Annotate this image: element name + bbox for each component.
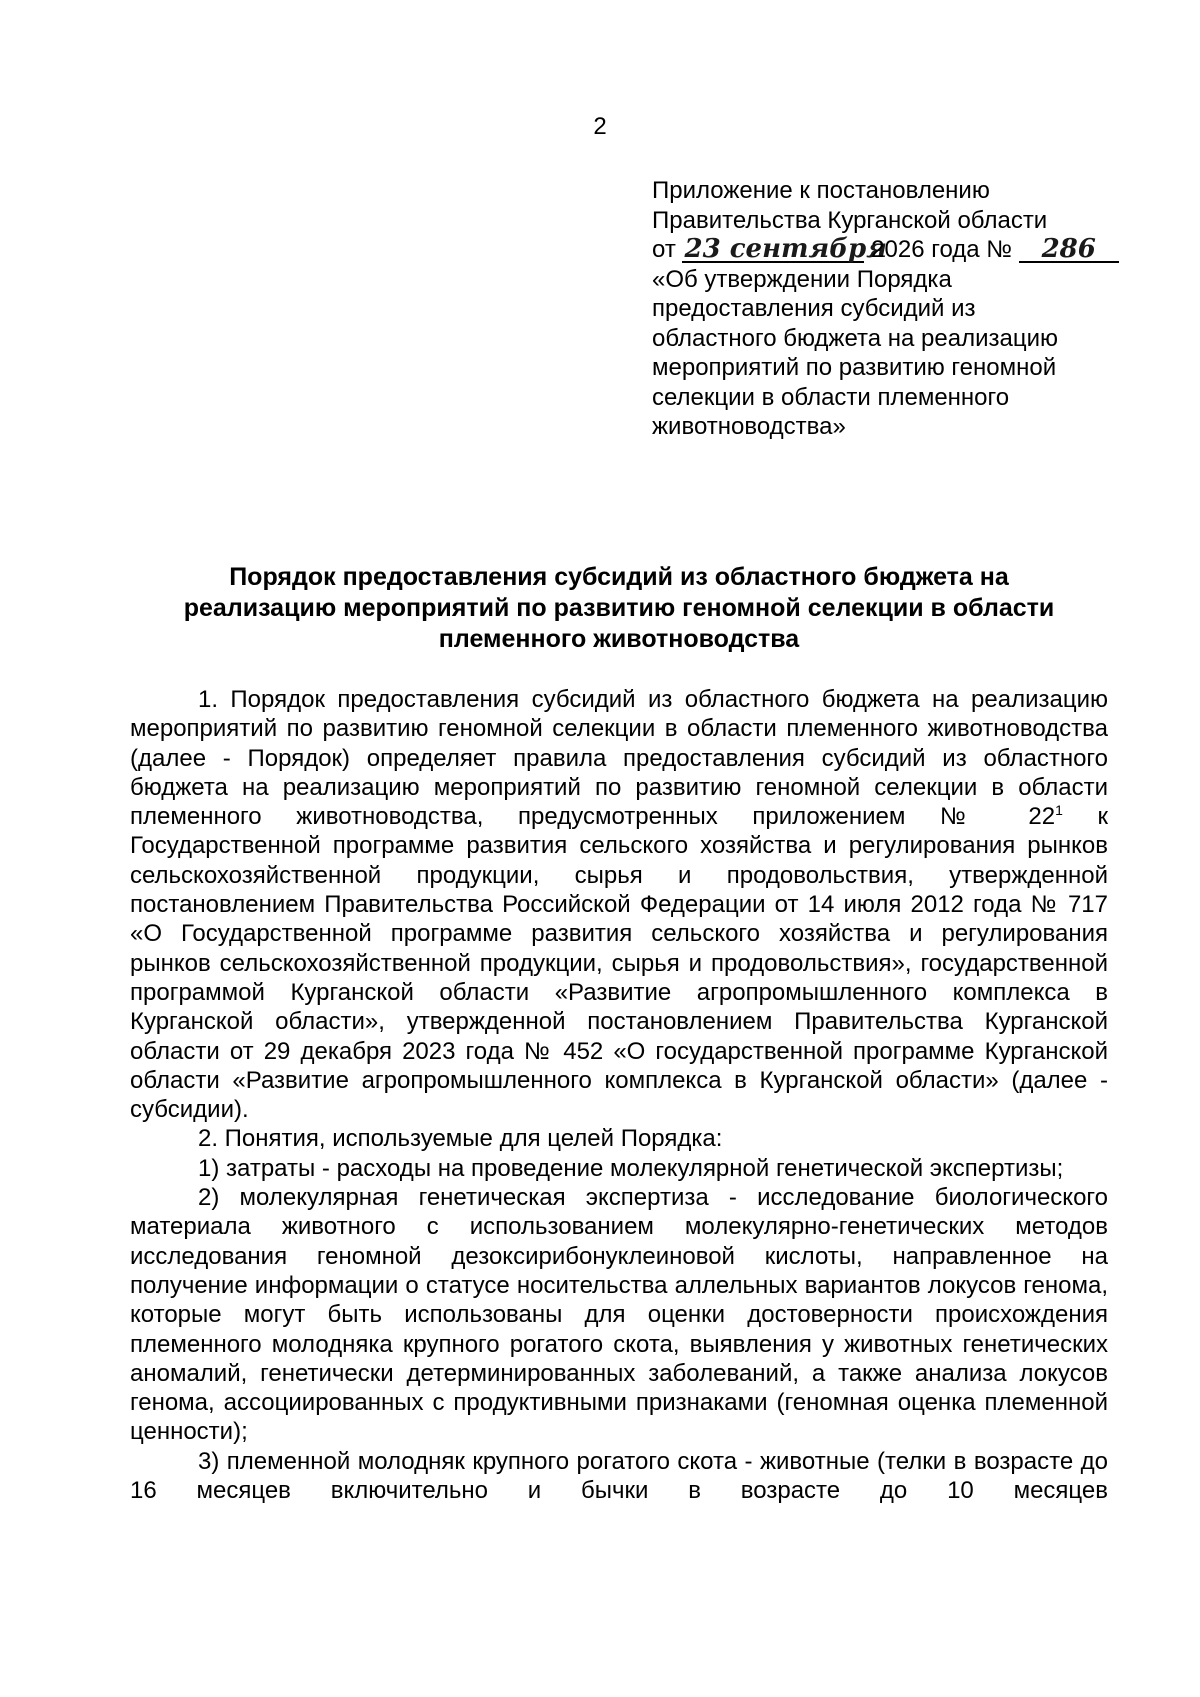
paragraph-1-superscript: 1 [1055,802,1063,819]
appendix-line-4: «Об утверждении Порядка [652,265,952,293]
document-body [130,685,1108,1505]
paragraph-5: 3) племенной молодняк крупного рогатого скота - животные (телки в возрасте до 16 месяцев включительно и бычки в возрасте до 10 месяцев [130,1447,1108,1505]
appendix-line-1: Приложение к постановлению [652,177,990,204]
paragraph-2: 2. Понятия, используемые для целей Порядка: [198,1125,723,1153]
document-title [130,562,1108,655]
title-line-3: племенного животноводства [438,625,800,653]
appendix-line-8: селекции в области племенного [652,383,1010,411]
appendix-line-2: Правительства Курганской области [652,206,1048,234]
appendix-line-7: мероприятий по развитию геномной [652,354,1057,381]
paragraph-4: 2) молекулярная генетическая экспертиза - исследование биологического материала животного с использованием молекулярно-генетических методов исследования геномной дезоксирибонуклеиновой кислоты, направленное на получение информации о статусе носительства аллельных вариантов локусов генома, которые могут быть использованы для оценки достоверности происхождения племенного молодняка крупного рогатого скота, выявления у животных генетических аномалий, генетически детерминированных заболеваний, а также анализа локусов генома, ассоциированных с продуктивными признаками (геномная оценка племенной ценности); [130,1184,1108,1446]
handwritten-date: 23 сентября [684,234,887,264]
title-line-2: реализацию мероприятий по развитию геномной селекции в области [183,594,1055,622]
appendix-line-6: областного бюджета на реализацию [652,324,1058,352]
title-line-1: Порядок предоставления субсидий из областного бюджета на [229,563,1009,591]
appendix-date-line [652,235,1122,265]
paragraph-1-text-a: 1. Порядок предоставления субсидий из областного бюджета на реализацию мероприятий по развитию геномной селекции в области племенного животноводства (далее - Порядок) определяет правила предоставления субсидий из областного бюджета на реализацию мероприятий по развитию геномной селекции в области племенного животноводства, предусмотренных приложением № 22 [130,686,1108,831]
paragraph-1 [130,685,1108,1124]
paragraph-3: 1) затраты - расходы на проведение молекулярной генетической экспертизы; [198,1154,1064,1182]
handwritten-number: 286 [1019,237,1119,263]
date-prefix: от [652,236,676,263]
appendix-header [652,176,1122,442]
appendix-line-9: животноводства» [652,413,846,440]
date-suffix: 2026 года № [871,236,1013,263]
paragraph-1-text-b: к Государственной программе развития сельского хозяйства и регулирования рынков сельскохозяйственной продукции, сырья и продовольствия, утвержденной постановлением Правительства Российской Федерации от 14 июля 2012 года № 717 «О Государственной программе развития сельского хозяйства и регулирования рынков сельскохозяйственной продукции, сырья и продовольствия», государственной программой Курганской области «Развитие агропромышленного комплекса в Курганской области», утвержденной постановлением Правительства Курганской области от 29 декабря 2023 года № 452 «О государственной программе Курганской области «Развитие агропромышленного комплекса в Курганской области» (далее - субсидии). [130,803,1108,1124]
page-number: 2 [593,113,607,140]
appendix-line-5: предоставления субсидий из [652,295,976,322]
